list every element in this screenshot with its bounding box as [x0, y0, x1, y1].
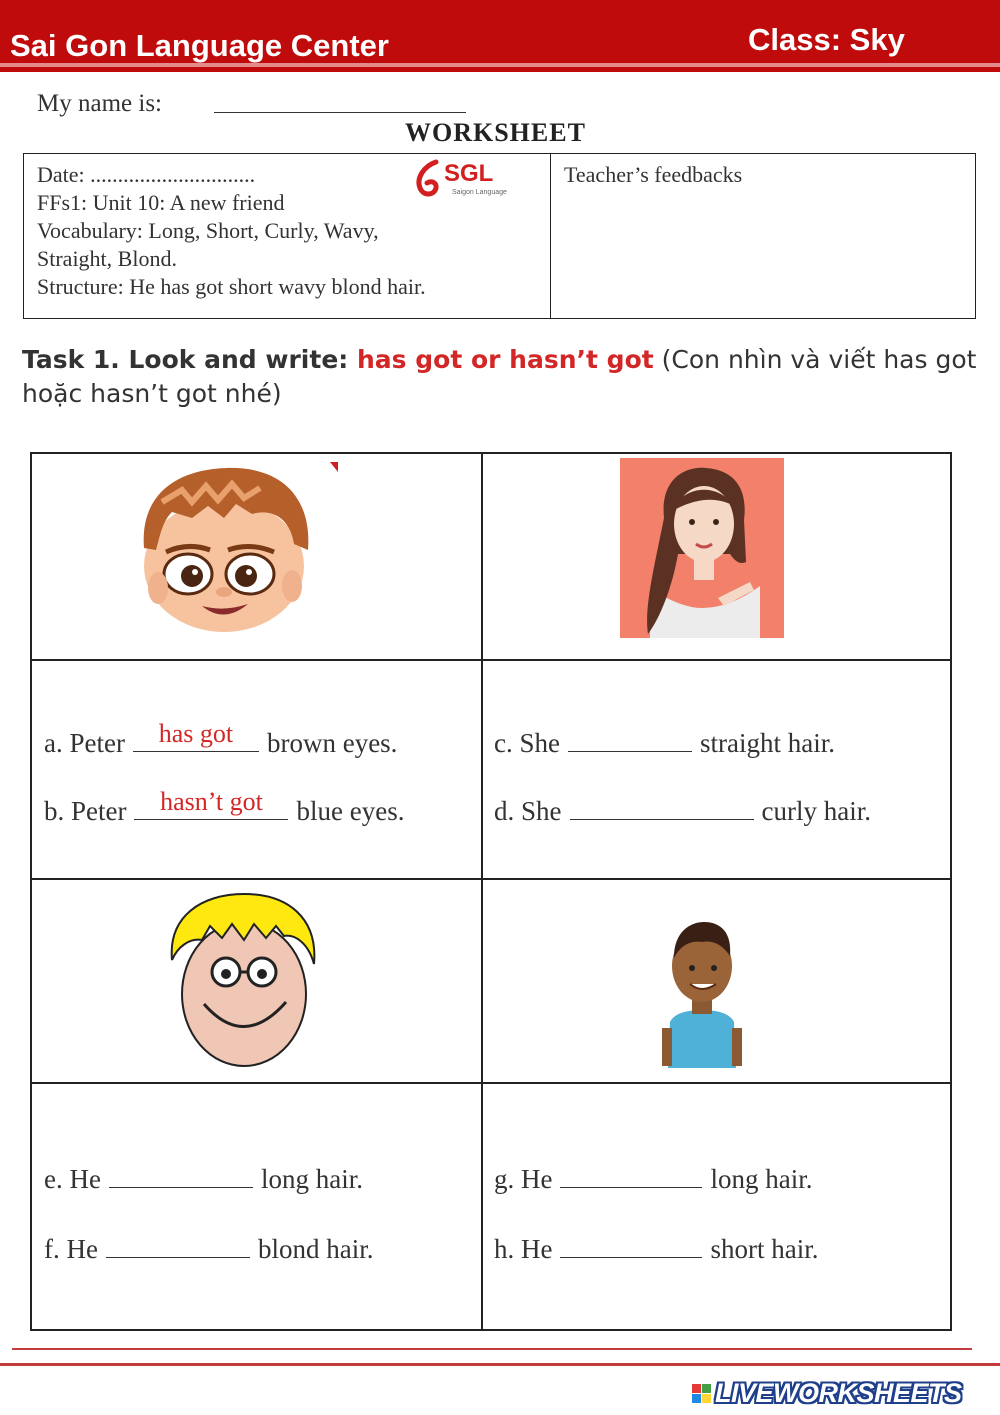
header-divider — [0, 63, 1000, 67]
worksheet-title: WORKSHEET — [405, 118, 586, 147]
exercise-f-suffix: blond hair. — [257, 1234, 374, 1264]
exercise-c-prefix: c. She — [494, 728, 560, 758]
exercise-b-suffix: blue eyes. — [296, 796, 405, 826]
liveworksheets-badge-icon — [692, 1384, 711, 1403]
exercise-b-prefix: b. Peter — [44, 796, 127, 826]
header-bar — [0, 0, 1000, 72]
exercise-b-answer-field[interactable] — [134, 787, 288, 820]
exercise-f-prefix: f. He — [44, 1234, 98, 1264]
center-name: Sai Gon Language Center — [10, 28, 389, 63]
exercise-a-answer-field[interactable] — [133, 719, 259, 752]
exercise-g — [494, 1162, 812, 1195]
task-number: Task 1. Look and write: — [22, 345, 357, 374]
exercise-a — [44, 719, 398, 759]
exercise-e-suffix: long hair. — [260, 1164, 363, 1194]
exercise-f — [44, 1232, 373, 1265]
boy-short-hair-picture — [662, 918, 742, 1070]
exercise-d-suffix: curly hair. — [761, 796, 871, 826]
vocabulary-line-1: Vocabulary: Long, Short, Curly, Wavy, — [37, 218, 379, 243]
exercise-g-suffix: long hair. — [710, 1164, 813, 1194]
exercise-d-prefix: d. She — [494, 796, 562, 826]
exercise-c-answer-field[interactable] — [568, 726, 692, 752]
exercise-e-prefix: e. He — [44, 1164, 101, 1194]
unit-label: FFs1: Unit 10: A new friend — [37, 190, 285, 215]
liveworksheets-brand: LIVEWORKSHEETS — [715, 1377, 962, 1408]
table-divider — [32, 878, 950, 880]
exercise-d-answer-field[interactable] — [570, 794, 754, 820]
exercise-a-suffix: brown eyes. — [266, 728, 398, 758]
sgl-logo — [410, 158, 520, 202]
date-label: Date: .............................. — [37, 162, 256, 187]
exercise-c-suffix: straight hair. — [699, 728, 835, 758]
name-field[interactable] — [214, 112, 466, 113]
exercise-h-suffix: short hair. — [710, 1234, 819, 1264]
blond-boy-glasses-picture — [162, 890, 322, 1070]
exercise-g-prefix: g. He — [494, 1164, 553, 1194]
info-box — [23, 153, 976, 319]
logo-subtext: Saigon Language — [452, 189, 507, 196]
liveworksheets-logo[interactable] — [692, 1376, 962, 1410]
table-divider — [32, 1082, 950, 1084]
woman-long-straight-hair-picture — [620, 458, 784, 638]
exercise-a-prefix: a. Peter — [44, 728, 125, 758]
vocabulary-line-2: Straight, Blond. — [37, 246, 177, 271]
exercise-table — [30, 452, 952, 1331]
table-divider — [32, 659, 950, 661]
exercise-b-answer: hasn’t got — [160, 787, 263, 816]
exercise-f-answer-field[interactable] — [106, 1232, 250, 1258]
footer-divider — [12, 1348, 972, 1350]
exercise-e-answer-field[interactable] — [109, 1162, 253, 1188]
exercise-h-answer-field[interactable] — [560, 1232, 702, 1258]
exercise-g-answer-field[interactable] — [560, 1162, 702, 1188]
exercise-a-answer: has got — [158, 719, 234, 748]
task-heading — [22, 343, 997, 411]
exercise-h-prefix: h. He — [494, 1234, 553, 1264]
exercise-d — [494, 794, 871, 827]
exercise-c — [494, 726, 835, 759]
lesson-info — [24, 154, 551, 318]
feedback-label: Teacher’s feedbacks — [564, 162, 743, 187]
task-keywords: has got or hasn’t got — [357, 345, 654, 374]
name-label: My name is: — [37, 90, 162, 117]
logo-text: SGL — [444, 160, 494, 187]
exercise-h — [494, 1232, 818, 1265]
class-label: Class: Sky — [748, 22, 905, 57]
structure-label: Structure: He has got short wavy blond hair. — [37, 274, 426, 299]
boy-brown-hair-picture — [132, 458, 344, 638]
exercise-e — [44, 1162, 363, 1195]
exercise-b — [44, 787, 405, 827]
footer-divider — [0, 1363, 1000, 1366]
task-instruction: (Con nhìn và viết has got hoặc hasn’t got nhé) — [22, 345, 977, 408]
table-divider — [481, 454, 483, 1329]
